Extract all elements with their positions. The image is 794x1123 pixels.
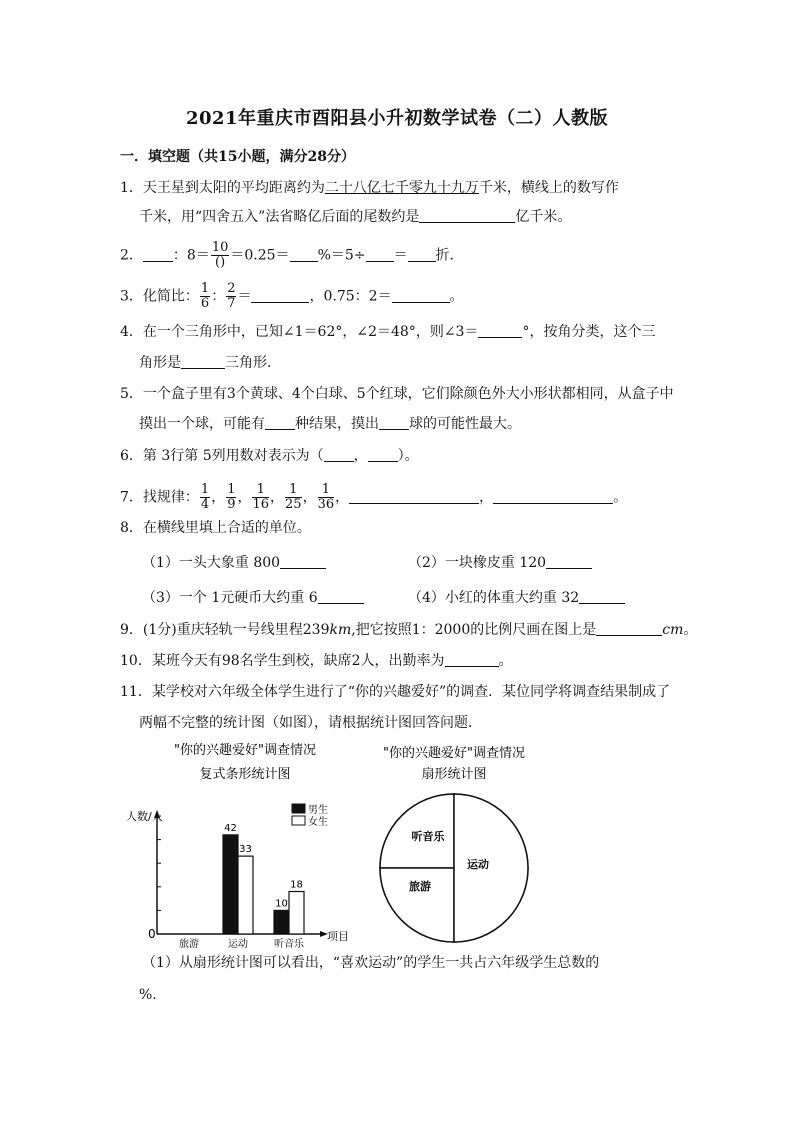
question-number: 5． (120, 386, 143, 402)
question-11-sub-1: （1）从扇形统计图可以看出，“喜欢运动”的学生一共占六年级学生总数的 (142, 955, 600, 971)
question-text: 。 (449, 288, 464, 305)
separator: 。 (613, 489, 628, 506)
question-3 (120, 282, 464, 311)
fraction-numerator: 1 (252, 483, 269, 498)
question-6 (120, 446, 419, 466)
question-text: ＝ (237, 288, 252, 305)
question-text: 千米，横线上的数写作 (478, 180, 619, 196)
unit-km: km (329, 622, 352, 638)
answer-blank[interactable] (251, 288, 309, 303)
question-number: 8． (120, 520, 143, 536)
fraction-denominator: 25 (285, 497, 302, 512)
question-number: 1． (120, 180, 143, 196)
question-text: ,把它按照1：2000的比例尺画在图上是 (351, 622, 597, 638)
question-text: 化简比： (142, 288, 199, 305)
question-8-item-2 (408, 553, 592, 573)
fraction (200, 483, 210, 512)
question-text: °，按角分类，这个三 (522, 324, 656, 340)
question-number: 4． (120, 324, 143, 340)
fraction-numerator: 1 (200, 281, 210, 296)
question-text: 某班今天有98名学生到校，缺席2人，出勤率为 (151, 653, 445, 669)
fraction-numerator: 2 (227, 281, 236, 296)
question-number: 2． (120, 247, 143, 264)
answer-blank[interactable] (596, 621, 662, 636)
answer-blank[interactable] (324, 447, 354, 462)
pie-slice-label: 运动 (467, 858, 489, 871)
answer-blank[interactable] (143, 247, 173, 262)
separator: ， (270, 489, 285, 506)
fraction-denominator: 9 (227, 497, 236, 512)
question-10 (120, 651, 513, 671)
question-8-item-1 (142, 553, 326, 573)
unit-cm: cm (662, 622, 684, 638)
question-text: 千米，用“四舍五入”法省略亿后面的尾数约是 (139, 209, 420, 225)
answer-blank[interactable] (408, 247, 436, 262)
fraction-denominator: 4 (200, 497, 210, 512)
bar-group (223, 823, 304, 934)
question-text: 亿千米。 (515, 209, 572, 225)
fraction-denominator: 6 (200, 296, 210, 311)
question-11-sub-1-tail (139, 985, 157, 1005)
answer-blank[interactable] (546, 554, 592, 569)
question-text: （2）一块橡皮重 120 (408, 555, 547, 571)
page-title: 2021年重庆市酉阳县小升初数学试卷（二）人教版 (185, 108, 609, 129)
separator: ， (211, 489, 226, 506)
pie-slice-label: 旅游 (409, 880, 431, 893)
question-text: (1分)重庆轻轨一号线里程 (142, 622, 303, 638)
question-text: 折． (435, 247, 464, 264)
question-text: ， (353, 448, 368, 464)
fraction-denominator: () (215, 255, 226, 270)
question-5-line-1 (120, 384, 674, 404)
distance-value: 239 (302, 622, 330, 638)
pie-chart (380, 794, 528, 942)
fraction-numerator: 10 (211, 240, 229, 255)
question-9 (120, 620, 697, 640)
legend-label-boys: 男生 (308, 805, 328, 816)
question-number: 3． (120, 288, 143, 305)
question-11-line-1 (120, 682, 670, 702)
bar-value-label: 18 (290, 879, 303, 891)
question-2 (120, 241, 464, 270)
question-text: ＝0.25＝ (230, 247, 290, 264)
answer-blank[interactable] (265, 415, 295, 430)
answer-blank[interactable] (445, 652, 499, 667)
question-text: 种结果，摸出 (295, 416, 379, 432)
pie-chart-subtitle: 扇形统计图 (421, 767, 487, 782)
x-category-label: 听音乐 (274, 939, 304, 950)
question-text: 三角形． (225, 355, 281, 371)
fraction-numerator: 1 (318, 483, 335, 498)
bar-value-label: 33 (239, 844, 252, 856)
question-number: 7． (120, 489, 143, 506)
fraction (226, 282, 236, 311)
x-categories (179, 937, 305, 950)
answer-blank[interactable] (419, 208, 515, 223)
question-text: 。 (683, 622, 698, 638)
question-text: 一个盒子里有3个黄球、4个白球、5个红球，它们除颜色外大小形状都相同，从盒子中 (142, 386, 674, 402)
x-category-label: 运动 (228, 939, 248, 950)
origin-label: 0 (148, 927, 156, 941)
question-5-line-2 (139, 414, 521, 434)
fraction (252, 483, 269, 512)
legend-swatch-girls (292, 816, 305, 825)
bar-value-label: 10 (275, 898, 288, 910)
question-text: （4）小红的体重大约重 32 (408, 590, 580, 606)
separator: ， (237, 489, 252, 506)
question-number: 10． (120, 653, 152, 669)
question-text: 两幅不完整的统计图（如图），请根据统计图回答问题． (139, 715, 482, 731)
question-text: 天王星到太阳的平均距离约为 (142, 180, 325, 196)
bar-boys (223, 835, 238, 934)
question-text: ：8＝ (172, 247, 210, 264)
question-11-line-2 (139, 713, 482, 733)
statistics-charts (0, 738, 794, 958)
answer-blank[interactable] (181, 354, 225, 369)
bar-chart-title: "你的兴趣爱好"调查情况 (174, 743, 316, 758)
question-number: 11． (120, 684, 152, 700)
pie-chart-title: "你的兴趣爱好"调查情况 (383, 746, 525, 761)
question-text: 角形是 (139, 355, 181, 371)
answer-blank[interactable] (478, 323, 522, 338)
answer-blank[interactable] (368, 447, 398, 462)
legend-swatch-boys (292, 804, 305, 813)
ratio-colon: ： (211, 288, 226, 305)
answer-blank[interactable] (493, 489, 613, 504)
fraction-numerator: 1 (227, 482, 236, 497)
fraction (211, 241, 230, 270)
pie-slice-label: 听音乐 (411, 830, 445, 843)
legend-label-girls: 女生 (308, 817, 328, 828)
answer-blank[interactable] (280, 554, 326, 569)
answer-blank[interactable] (579, 589, 625, 604)
answer-blank[interactable] (366, 247, 394, 262)
question-1-line-2 (139, 207, 571, 227)
question-8 (120, 518, 311, 538)
question-text: ＝ (393, 247, 408, 264)
question-7 (120, 483, 627, 512)
bar-girls (289, 892, 304, 934)
question-text: 找规律： (142, 489, 199, 506)
question-number: 6． (120, 448, 143, 464)
separator: ， (335, 489, 350, 506)
question-text: 在横线里填上合适的单位。 (142, 520, 311, 536)
answer-blank[interactable] (318, 589, 364, 604)
question-text: 第 3行第 5列用数对表示为（ (142, 448, 324, 464)
fraction (200, 282, 210, 311)
section-heading: 一．填空题（共15小题，满分28分） (120, 149, 355, 165)
question-text: 球的可能性最大。 (409, 416, 521, 432)
question-4-line-1 (120, 322, 655, 342)
fraction (226, 483, 236, 512)
question-1-line-1 (120, 178, 619, 198)
question-8-item-3 (142, 588, 364, 608)
question-8-item-4 (408, 588, 625, 608)
answer-blank[interactable] (349, 489, 479, 504)
question-4-line-2 (139, 353, 281, 373)
question-number: 9． (120, 622, 143, 638)
bar-boys (274, 910, 289, 934)
separator: ， (302, 489, 317, 506)
fraction-numerator: 1 (200, 482, 210, 497)
question-text: 某学校对六年级全体学生进行了“你的兴趣爱好”的调查．某位同学将调查结果制成了 (151, 684, 671, 700)
fraction-denominator: 16 (252, 497, 270, 512)
answer-blank[interactable] (392, 288, 450, 303)
underlined-number-words: 二十八亿七千零九十九万 (324, 180, 479, 196)
fraction (285, 483, 302, 512)
question-text: %＝5÷ (317, 247, 366, 264)
question-text: 。 (498, 653, 513, 669)
question-text: 在一个三角形中，已知∠1＝62°，∠2＝48°，则∠3＝ (142, 324, 479, 340)
fraction-numerator: 1 (285, 483, 302, 498)
question-text: （1）一头大象重 800 (142, 555, 281, 571)
question-text: 摸出一个球，可能有 (139, 416, 265, 432)
question-text: ，0.75：2＝ (309, 288, 392, 305)
x-category-label: 旅游 (179, 939, 199, 950)
answer-blank[interactable] (379, 415, 409, 430)
fraction (318, 483, 335, 512)
pie-slice (454, 794, 528, 942)
bar-girls (238, 856, 253, 934)
question-text: （3）一个 1元硬币大约重 6 (142, 590, 318, 606)
y-axis-label: 人数/人 (126, 810, 163, 823)
fraction-denominator: 36 (317, 497, 335, 512)
bar-chart-subtitle: 复式条形统计图 (199, 767, 291, 782)
x-axis-label: 项目 (327, 930, 349, 943)
answer-blank[interactable] (290, 247, 318, 262)
question-text: ）。 (397, 448, 419, 464)
fraction-denominator: 7 (227, 296, 236, 311)
bar-value-label: 42 (224, 822, 237, 834)
question-text: %. (139, 987, 157, 1003)
separator: ， (479, 489, 494, 506)
